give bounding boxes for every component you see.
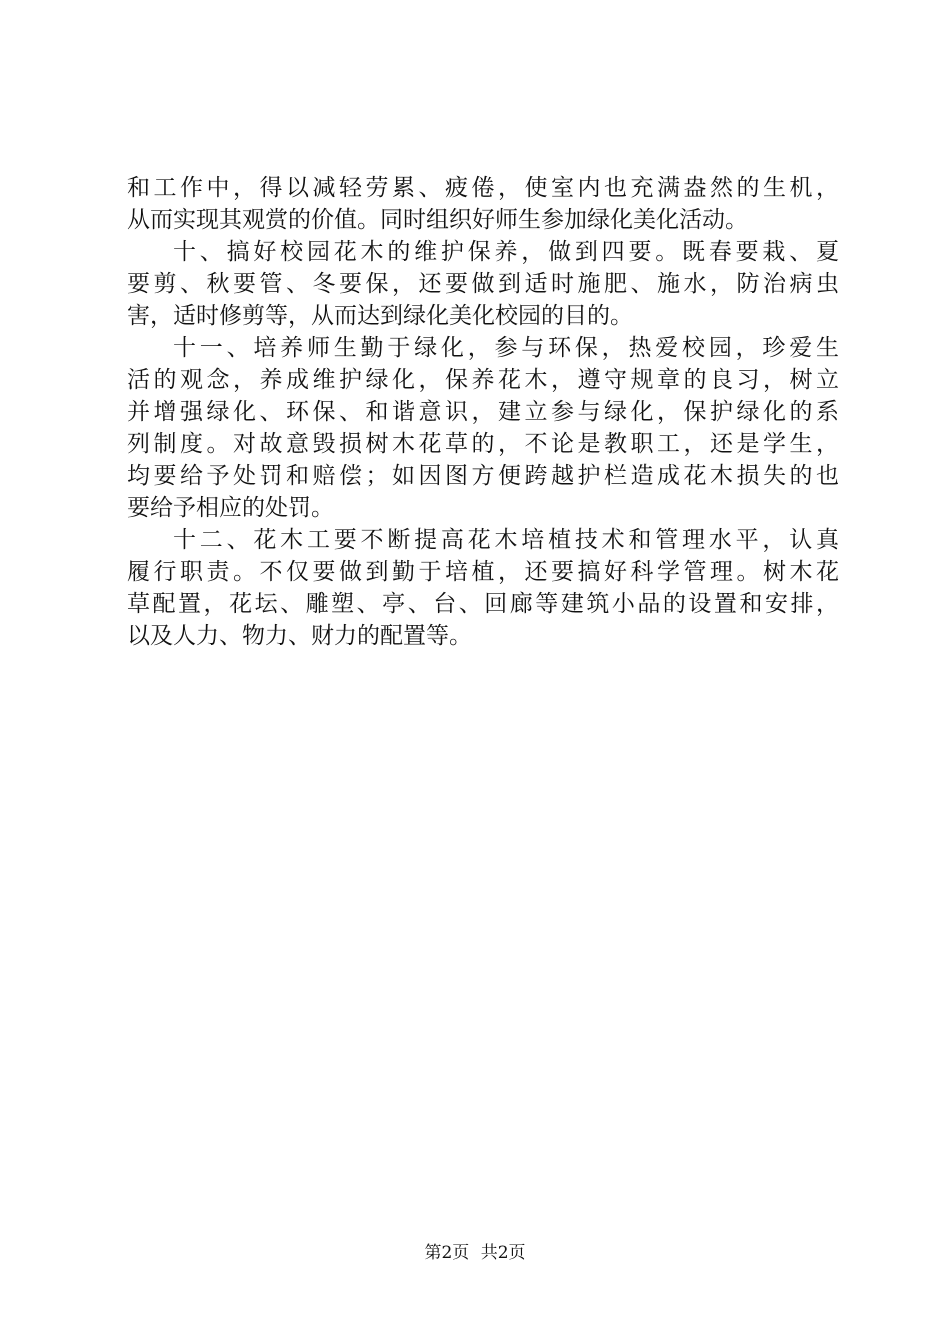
text-line: 害，适时修剪等，从而达到绿化美化校园的目的。 xyxy=(127,303,633,329)
page-total: 共2页 xyxy=(480,1243,526,1263)
text-line: 十一、培养师生勤于绿化，参与环保，热爱校园，珍爱生 xyxy=(173,335,839,361)
text-line: 并增强绿化、环保、和谐意识，建立参与绿化，保护绿化的系 xyxy=(127,399,839,425)
text-line: 十、搞好校园花木的维护保养，做到四要。既春要栽、夏 xyxy=(173,239,839,265)
page-footer xyxy=(0,1241,950,1265)
text-line: 十二、花木工要不断提高花木培植技术和管理水平，认真 xyxy=(173,527,839,553)
text-line: 活的观念，养成维护绿化，保养花木，遵守规章的良习，树立 xyxy=(127,367,839,393)
text-line: 均要给予处罚和赔偿；如因图方便跨越护栏造成花木损失的也 xyxy=(127,463,839,489)
text-line: 以及人力、物力、财力的配置等。 xyxy=(127,623,472,649)
text-line: 和工作中，得以减轻劳累、疲倦，使室内也充满盎然的生机， xyxy=(127,175,839,201)
document-body xyxy=(127,172,839,652)
page-number: 第2页 xyxy=(424,1243,470,1263)
text-line: 履行职责。不仅要做到勤于培植，还要搞好科学管理。树木花 xyxy=(127,559,839,585)
text-line: 列制度。对故意毁损树木花草的，不论是教职工，还是学生， xyxy=(127,431,839,457)
text-line: 草配置，花坛、雕塑、亭、台、回廊等建筑小品的设置和安排， xyxy=(127,591,839,617)
text-line: 要剪、秋要管、冬要保，还要做到适时施肥、施水，防治病虫 xyxy=(127,271,839,297)
text-line: 要给予相应的处罚。 xyxy=(127,495,334,521)
text-line: 从而实现其观赏的价值。同时组织好师生参加绿化美化活动。 xyxy=(127,207,748,233)
